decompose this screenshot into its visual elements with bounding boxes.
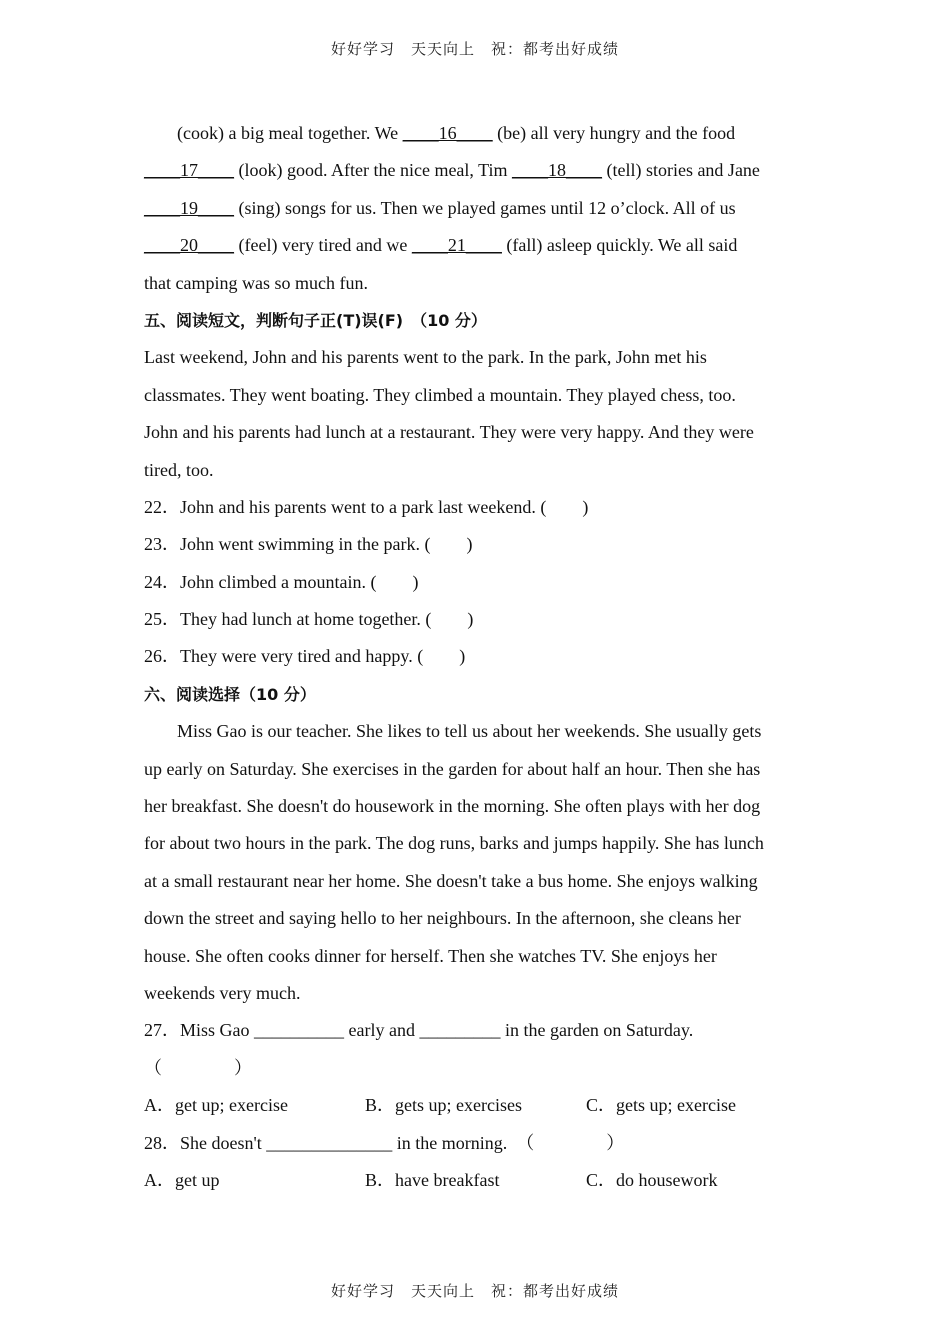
blank-19: ____19____ (144, 197, 234, 218)
section-6-passage-line: at a small restaurant near her home. She doesn't take a bus home. She enjoys walking (144, 870, 758, 891)
option-a: A．get up; exercise (144, 1095, 288, 1116)
option-c: C．gets up; exercise (586, 1095, 736, 1116)
question-22: 22．John and his parents went to a park last weekend. ( ) (144, 496, 589, 517)
document-body (144, 115, 814, 1199)
section-5-passage-line: tired, too. (144, 459, 214, 480)
question-28-stem: 28．She doesn't ______________ in the morning. （ ） (144, 1132, 625, 1153)
question-27-options (144, 1087, 814, 1124)
question-26: 26．They were very tired and happy. ( ) (144, 646, 466, 667)
question-23: 23．John went swimming in the park. ( ) (144, 534, 473, 555)
blank-18: ____18____ (511, 160, 602, 181)
section-6-passage-line: house. She often cooks dinner for herself. Then she watches TV. She enjoys her (144, 945, 717, 966)
question-27-stem: 27．Miss Gao __________ early and _________ in the garden on Saturday. (144, 1020, 694, 1041)
section-6-passage-line: down the street and saying hello to her neighbours. In the afternoon, she cleans her (144, 908, 741, 929)
question-27-answer-paren: （ ） (144, 1057, 252, 1078)
section-6-passage-line: weekends very much. (144, 982, 301, 1003)
blank-17: ____17____ (144, 160, 234, 181)
section-6-passage-line: Miss Gao is our teacher. She likes to tell us about her weekends. She usually gets (177, 721, 762, 742)
section-5-heading: 五、阅读短文，判断句子正(T)误(F) （10 分） (144, 310, 487, 330)
page-header: 好好学习 天天向上 祝：都考出好成绩 (330, 40, 619, 58)
cloze-text: (sing) songs for us. Then we played games until 12 o’clock. All of us (234, 197, 736, 218)
option-b: B．have breakfast (365, 1169, 500, 1190)
option-b: B．gets up; exercises (365, 1095, 522, 1116)
cloze-line-1 (144, 115, 814, 152)
cloze-text: (be) all very hungry and the food (492, 123, 736, 143)
blank-21: ____21____ (411, 235, 502, 256)
cloze-text: (cook) a big meal together. We (177, 123, 403, 143)
page-footer: 好好学习 天天向上 祝：都考出好成绩 (330, 1282, 619, 1300)
cloze-line-5: that camping was so much fun. (144, 272, 368, 293)
cloze-line-2 (144, 152, 814, 189)
section-6-heading: 六、阅读选择（10 分） (144, 684, 316, 704)
question-24: 24．John climbed a mountain. ( ) (144, 571, 419, 592)
section-6-passage-line: up early on Saturday. She exercises in the garden for about half an hour. Then she has (144, 758, 761, 779)
section-6-passage-line: for about two hours in the park. The dog runs, barks and jumps happily. She has lunch (144, 833, 764, 854)
question-28-options (144, 1162, 814, 1199)
cloze-text: (look) good. After the nice meal, Tim (234, 160, 512, 181)
cloze-line-3 (144, 190, 814, 227)
section-5-passage-line: Last weekend, John and his parents went to the park. In the park, John met his (144, 347, 707, 368)
question-25: 25．They had lunch at home together. ( ) (144, 609, 474, 630)
option-c: C．do housework (586, 1169, 718, 1190)
section-5-passage-line: John and his parents had lunch at a restaurant. They were very happy. And they were (144, 422, 754, 443)
section-5-passage-line: classmates. They went boating. They climbed a mountain. They played chess, too. (144, 384, 736, 405)
blank-20: ____20____ (144, 235, 234, 256)
cloze-text: (tell) stories and Jane (601, 160, 760, 181)
cloze-line-4 (144, 227, 814, 264)
blank-16: ____16____ (402, 123, 493, 143)
cloze-text: (fall) asleep quickly. We all said (501, 235, 738, 256)
section-6-passage-line: her breakfast. She doesn't do housework in the morning. She often plays with her dog (144, 796, 761, 817)
cloze-text: (feel) very tired and we (234, 235, 412, 256)
option-a: A．get up (144, 1169, 220, 1190)
